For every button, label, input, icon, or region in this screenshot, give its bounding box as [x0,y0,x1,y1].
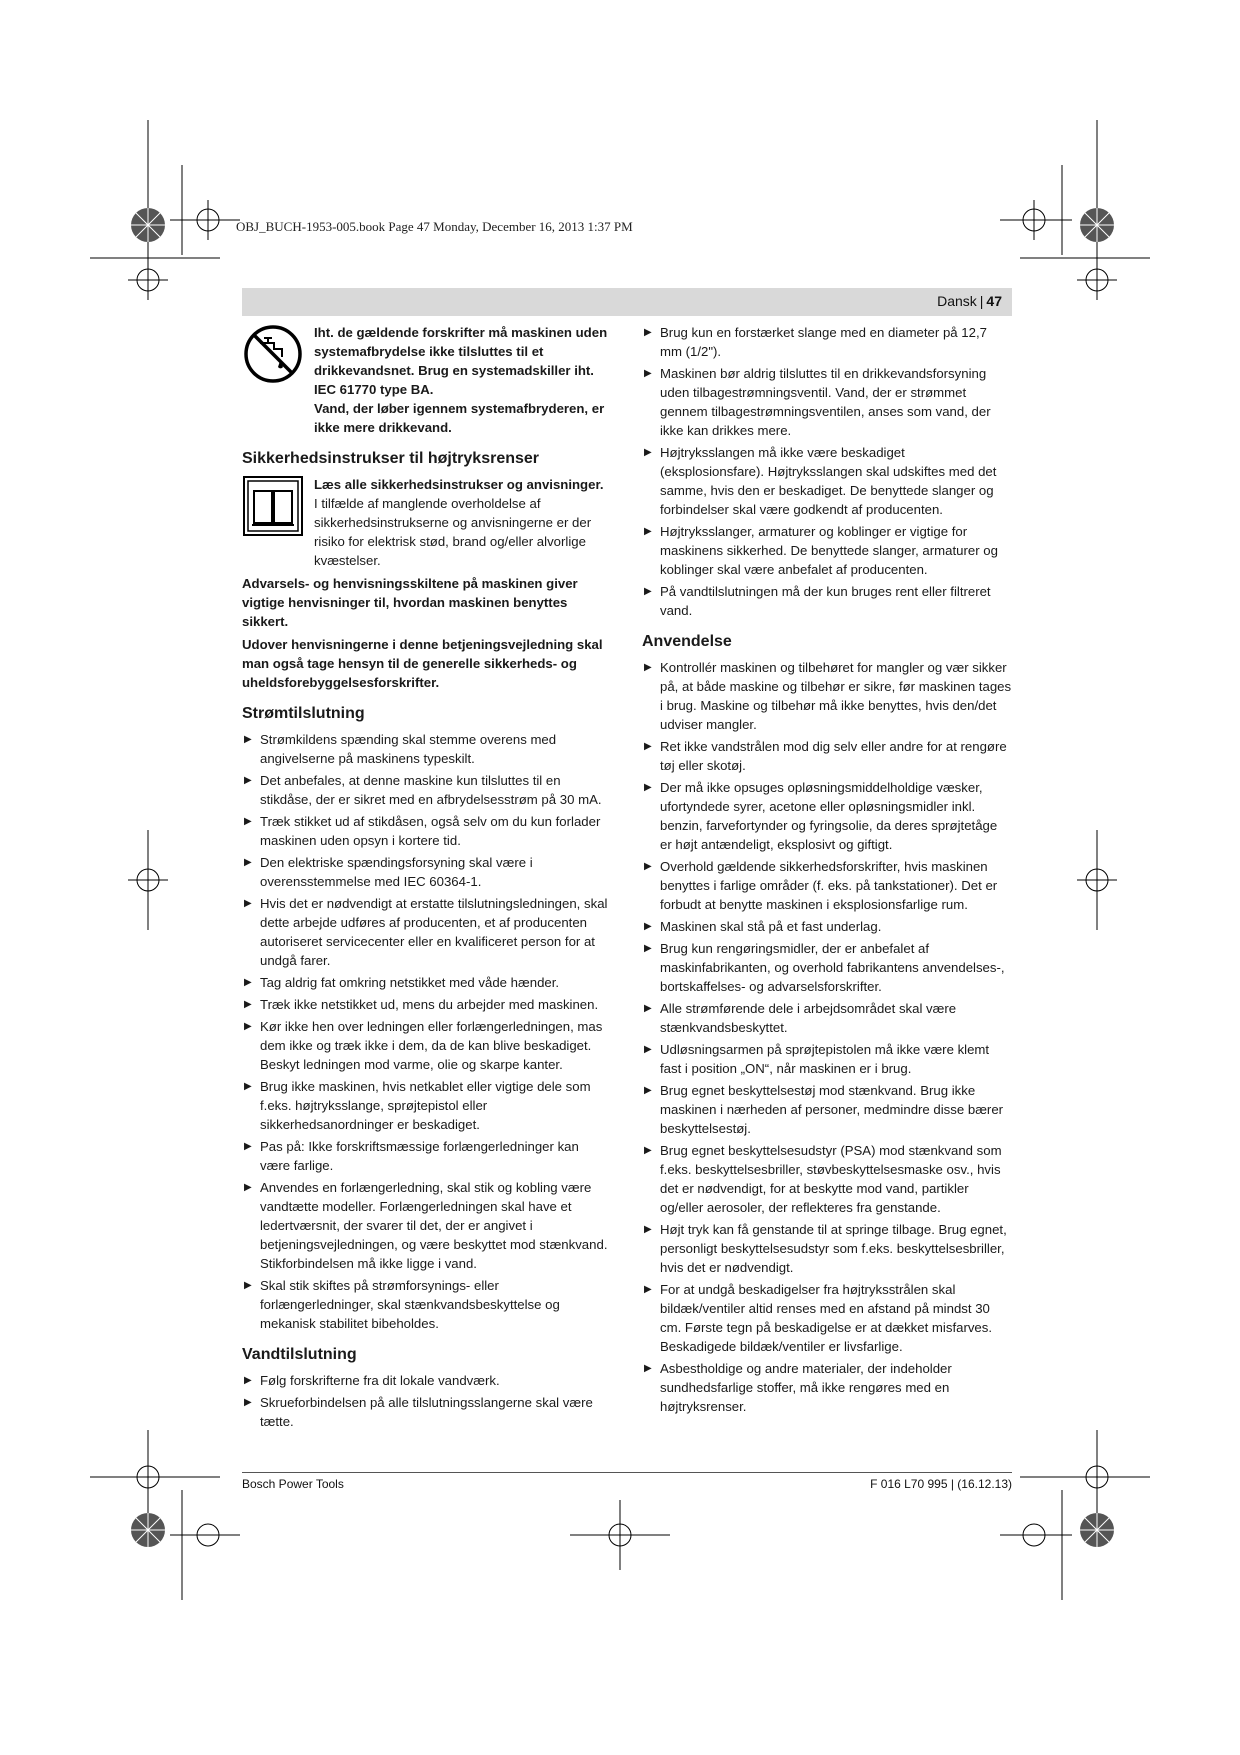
bullet-icon: ▶ [244,734,252,745]
drinking-water-note [242,323,609,437]
bullet-icon: ▶ [644,782,652,793]
bullet-icon: ▶ [644,526,652,537]
list-item: ▶ Anvendes en forlængerledning, skal stik og kobling være vandtætte modeller. Forlængerledningen skal have et ledertværsnit, der svarer til det, der er angivet i betjeningsvejledningen, og være beskyttet mod stænkvand. Stikforbindelsen må ikke ligge i vand. [244,1180,608,1271]
list-item: ▶ Kontrollér maskinen og tilbehøret for mangler og vær sikker på, at både maskine og tilbehør er sikre, før maskinen tages i brug. Maskine og tilbehør må ikke benyttes, hvis den/det udviser mangler. [644,660,1012,732]
bullet-icon: ▶ [244,999,252,1010]
bullet-icon: ▶ [244,1280,252,1291]
list-item: ▶ På vandtilslutningen må der kun bruges rent eller filtreret vand. [644,584,991,618]
list-item: ▶ Træk ikke netstikket ud, mens du arbejder med maskinen. [244,997,599,1012]
read-note-text: I tilfælde af manglende overholdelse af sikkerhedsinstrukserne og anvisningerne er der risiko for elektrisk stød, brand og/eller alvorlige kvæstelser. [314,496,592,568]
list-item: ▶ Brug egnet beskyttelsesudstyr (PSA) mod stænkvand som f.eks. beskyttelsesbriller, støvbeskyttelsesmaske osv., hvis det er nødvendigt, for at beskytte mod vand, partikler og/eller aerosoler, der reflekteres fra genstande. [644,1143,1002,1215]
list-item: ▶ Skrueforbindelsen på alle tilslutningsslangerne skal være tætte. [244,1395,593,1429]
bullet-icon: ▶ [244,1021,252,1032]
water-heading: Vandtilslutning [242,1346,357,1363]
list-item: ▶ Den elektriske spændingsforsyning skal være i overensstemmelse med IEC 60364-1. [244,855,533,889]
list-item: ▶ Der må ikke opsuges opløsningsmiddelholdige væsker, ufortyndede syrer, acetone eller opløsningsmidler inkl. benzin, farvefortynder og fyringsolie, da deres sprøjtetåge er højt antændeligt, eksplosivt og giftigt. [644,780,998,852]
bullet-icon: ▶ [644,1224,652,1235]
list-item: ▶ Strømkildens spænding skal stemme overens med angivelserne på maskinens typeskilt. [244,732,557,766]
bullet-icon: ▶ [244,816,252,827]
list-item: ▶ Pas på: Ikke forskriftsmæssige forlængerledninger kan være farlige. [244,1139,579,1173]
bullet-icon: ▶ [244,977,252,988]
list-item: ▶ Maskinen skal stå på et fast underlag. [644,919,882,934]
list-item: ▶ Kør ikke hen over ledningen eller forlængerledningen, mas dem ikke og træk ikke i dem, da de kan blive beskadiget. Beskyt ledningen mod varme, olie og skarpe kanter. [244,1019,603,1072]
list-item: ▶ Brug kun rengøringsmidler, der er anbefalet af maskinfabrikanten, og overhold fabrikantens anvendelses-, bortskaffelses- og advarselsforskrifter. [644,941,1005,994]
list-item: ▶ Brug ikke maskinen, hvis netkablet eller vigtige dele som f.eks. højtryksslange, sprøjtepistol eller sikkerhedsanordninger er beskadiget. [244,1079,591,1132]
bullet-icon: ▶ [644,327,652,338]
list-item: ▶ Hvis det er nødvendigt at erstatte tilslutningsledningen, skal dette arbejde udføres af producenten, et af producenten autoriseret servicecenter eller en kvalificeret person for at undgå farer. [244,896,608,968]
list-item: ▶ Højt tryk kan få genstande til at springe tilbage. Brug egnet, personligt beskyttelsesudstyr som f.eks. beskyttelsesbriller, hvis det er nødvendigt. [644,1222,1007,1275]
drink-note-line2: Vand, der løber igennem systemafbryderen, er ikke mere drikkevand. [314,401,605,435]
list-item: ▶ Træk stikket ud af stikdåsen, også selv om du kun forlader maskinen uden opsyn i kortere tid. [244,814,601,848]
bullet-icon: ▶ [644,1284,652,1295]
list-item: ▶ Følg forskrifterne fra dit lokale vandværk. [244,1373,500,1388]
bullet-icon: ▶ [644,741,652,752]
safety-heading: Sikkerhedsinstrukser til højtryksrenser [242,450,540,467]
bullet-icon: ▶ [244,1081,252,1092]
bullet-icon: ▶ [244,1182,252,1193]
bullet-icon: ▶ [644,1363,652,1374]
bullet-icon: ▶ [644,943,652,954]
bullet-icon: ▶ [244,1141,252,1152]
bullet-icon: ▶ [244,1397,252,1408]
header-language: Dansk [937,293,977,309]
bullet-icon: ▶ [644,1145,652,1156]
footer-brand: Bosch Power Tools [242,1477,344,1491]
bullet-icon: ▶ [644,368,652,379]
warning-paragraph-2: Udover henvisningerne i denne betjeningsvejledning skal man også tage hensyn til de generelle sikkerheds- og uheldsforebyggelsesforskrifter. [242,637,603,690]
water-list [242,1371,609,1431]
list-item: ▶ Højtryksslanger, armaturer og koblinger er vigtige for maskinens sikkerhed. De benyttede slanger, armaturer og koblinger skal være anbefalet af producenten. [644,524,998,577]
read-manual-icon [242,475,304,537]
list-item: ▶ Udløsningsarmen på sprøjtepistolen må ikke være klemt fast i position „ON“, når maskinen er i brug. [644,1042,990,1076]
list-item: ▶ Overhold gældende sikkerhedsforskrifter, hvis maskinen benyttes i farlige områder (f. eks. på tankstationer). Det er forbudt at benytte maskinen i eksplosionsfarlige rum. [644,859,998,912]
no-drinking-water-icon [242,323,304,385]
warning-paragraph-1: Advarsels- og henvisningsskiltene på maskinen giver vigtige henvisninger til, hvordan maskinen benyttes sikkert. [242,576,578,629]
right-column [642,323,1012,1419]
list-item: ▶ Alle strømførende dele i arbejdsområdet skal være stænkvandsbeskyttet. [644,1001,957,1035]
list-item: ▶ For at undgå beskadigelser fra højtryksstrålen skal bildæk/ventiler altid renses med en afstand på mindst 30 cm. Første tegn på beskadigelse er at dækket misfarves. Beskadigede bildæk/ventiler er livsfarlige. [644,1282,993,1354]
list-item: ▶ Asbestholdige og andre materialer, der indeholder sundhedsfarlige stoffer, må ikke rengøres med en højtryksrenser. [644,1361,952,1414]
list-item: ▶ Det anbefales, at denne maskine kun tilsluttes til en stikdåse, der er sikret med en afbrydelsesstrøm på 30 mA. [244,773,602,807]
use-list [642,658,1012,1416]
footer-rule [242,1472,1012,1473]
drink-note-line1: Iht. de gældende forskrifter må maskinen uden systemafbrydelse ikke tilsluttes til et drikkevandsnet. Brug en systemadskiller iht. IEC 61770 type BA. [314,325,608,397]
use-heading: Anvendelse [642,633,732,650]
bullet-icon: ▶ [644,861,652,872]
power-list [242,730,609,1333]
left-column [242,323,609,1434]
hose-list [642,323,1012,620]
list-item: ▶ Brug egnet beskyttelsestøj mod stænkvand. Brug ikke maskinen i nærheden af personer, medmindre disse bærer beskyttelsestøj. [644,1083,1004,1136]
book-header: OBJ_BUCH-1953-005.book Page 47 Monday, December 16, 2013 1:37 PM [236,219,633,234]
bullet-icon: ▶ [644,1044,652,1055]
bullet-icon: ▶ [244,1375,252,1386]
bullet-icon: ▶ [644,921,652,932]
power-heading: Strømtilslutning [242,705,365,722]
bullet-icon: ▶ [644,447,652,458]
bullet-icon: ▶ [644,662,652,673]
list-item: ▶ Højtryksslangen må ikke være beskadiget (eksplosionsfare). Højtryksslangen skal udskiftes med det samme, hvis den er beskadiget. De benyttede slanger og forbindelser skal være godkendt af producenten. [644,445,997,517]
page-number: 47 [986,293,1002,309]
bullet-icon: ▶ [244,898,252,909]
list-item: ▶ Ret ikke vandstrålen mod dig selv eller andre for at rengøre tøj eller skotøj. [644,739,1007,773]
bullet-icon: ▶ [644,586,652,597]
footer-doc-id: F 016 L70 995 | (16.12.13) [870,1477,1012,1491]
list-item: ▶ Tag aldrig fat omkring netstikket med våde hænder. [244,975,560,990]
bullet-icon: ▶ [244,857,252,868]
bullet-icon: ▶ [244,775,252,786]
list-item: ▶ Maskinen bør aldrig tilsluttes til en drikkevandsforsyning uden tilbagestrømningsventil. Vand, der er strømmet gennem tilbagestrømningsventilen, anses som vand, der ikke kan drikkes mere. [644,366,991,438]
page-header-bar: Dansk | 47 [242,288,1012,316]
read-manual-note [242,475,609,570]
bullet-icon: ▶ [644,1003,652,1014]
bullet-icon: ▶ [644,1085,652,1096]
read-note-bold: Læs alle sikkerhedsinstrukser og anvisninger. [314,477,604,492]
list-item: ▶ Skal stik skiftes på strømforsynings- eller forlængerledninger, skal stænkvandsbeskyttelse og mekanisk stabilitet bibeholdes. [244,1278,560,1331]
list-item: ▶ Brug kun en forstærket slange med en diameter på 12,7 mm (1/2"). [644,325,987,359]
